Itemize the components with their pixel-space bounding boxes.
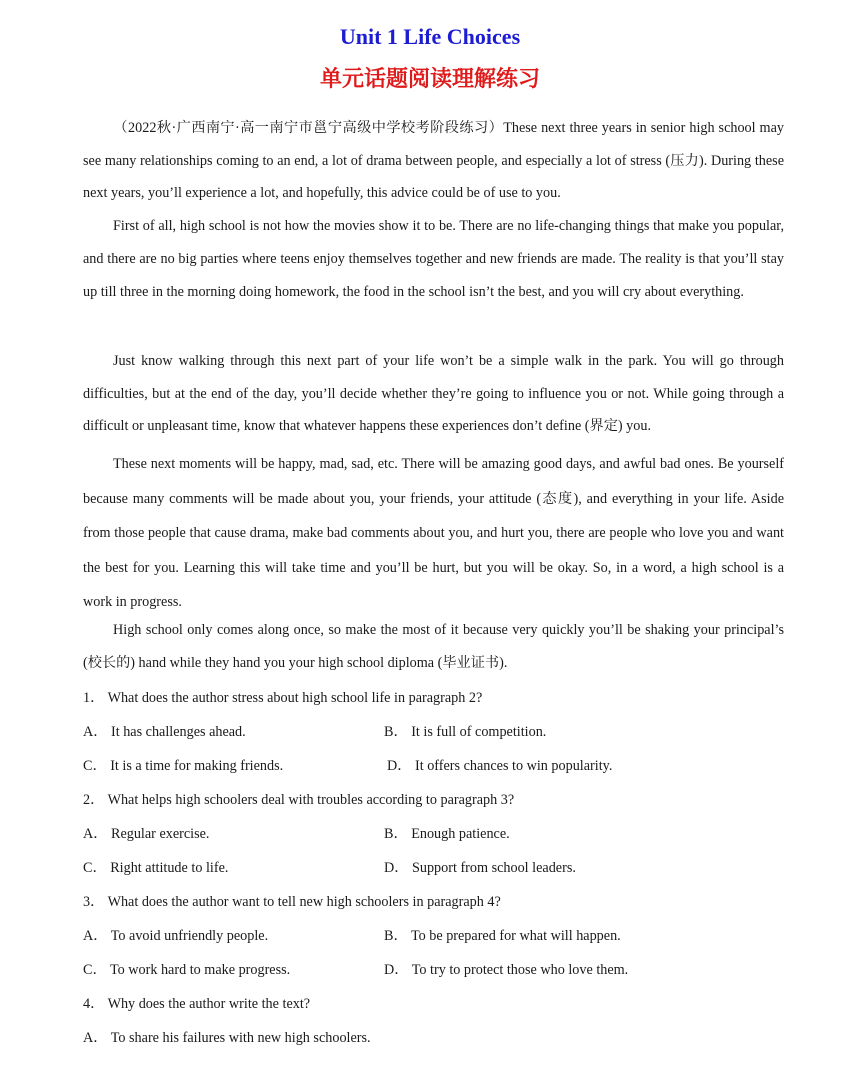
paragraph-1 <box>83 112 784 210</box>
paragraph-5-text: High school only comes along once, so make the most of it because very quickly you’ll be shaking your principal’s (校长的) hand while they hand you your high school diploma (毕业证书). <box>83 622 784 671</box>
question-1-option-a: A． It has challenges ahead. <box>83 724 246 740</box>
question-1-option-b: B． It is full of competition. <box>384 724 547 740</box>
paragraph-5 <box>83 614 784 679</box>
question-2-option-b: B． Enough patience. <box>384 826 510 842</box>
question-1-option-d: D． It offers chances to win popularity. <box>387 758 613 774</box>
paragraph-4-text: These next moments will be happy, mad, sad, etc. There will be amazing good days, and awful bad ones. Be yourself because many comments will be made about you, your friends, your attitude (态度), and everything in your life. Aside from those people that cause drama, make bad comments about you, and hurt you, there are people who love you and want the best for you. Learning this will take time and you’ll be hurt, but you will be okay. So, in a word, a high school is a work in progress. <box>83 456 784 610</box>
paragraph-4 <box>83 447 784 620</box>
question-4-stem: 4． Why does the author write the text? <box>83 996 311 1012</box>
question-3-option-b: B． To be prepared for what will happen. <box>384 928 621 944</box>
document-title: Unit 1 Life Choices <box>339 24 521 49</box>
question-1-option-c: C． It is a time for making friends. <box>83 758 284 774</box>
paragraph-3 <box>83 345 784 443</box>
question-2-option-c: C． Right attitude to life. <box>83 860 229 876</box>
paragraph-2-text: First of all, high school is not how the movies show it to be. There are no life-changing things that make you popular, and there are no big parties where teens enjoy themselves together and new friends are made. The reality is that you’ll stay up till three in the morning doing homework, the food in the school isn’t the best, and you will cry about everything. <box>83 218 784 300</box>
question-1-stem: 1． What does the author stress about high school life in paragraph 2? <box>83 690 483 706</box>
paragraph-1-text: （2022秋·广西南宁·高一南宁市邕宁高级中学校考阶段练习）These next three years in senior high school may see many relationships coming to an end, a lot of drama between people, and especially a lot of stress (压力). During these next years, you’ll experience a lot, and hopefully, this advice could be of use to you. <box>83 120 784 201</box>
question-3-stem: 3． What does the author want to tell new high schoolers in paragraph 4? <box>83 894 501 910</box>
question-3-option-a: A． To avoid unfriendly people. <box>83 928 269 944</box>
question-3-option-d: D． To try to protect those who love them. <box>384 962 629 978</box>
paragraph-3-text: Just know walking through this next part of your life won’t be a simple walk in the park. You will go through difficulties, but at the end of the day, you’ll decide whether they’re going to influence you or not. While going through a difficult or unpleasant time, know that whatever happens these experiences don’t define (界定) you. <box>83 353 784 434</box>
question-3-option-c: C． To work hard to make progress. <box>83 962 291 978</box>
question-4-option-a: A． To share his failures with new high schoolers. <box>83 1030 371 1046</box>
document-subtitle: 单元话题阅读理解练习 <box>319 67 540 92</box>
question-2-stem: 2． What helps high schoolers deal with troubles according to paragraph 3? <box>83 792 515 808</box>
question-2-option-a: A． Regular exercise. <box>83 826 210 842</box>
question-2-option-d: D． Support from school leaders. <box>384 860 576 876</box>
paragraph-2 <box>83 210 784 309</box>
